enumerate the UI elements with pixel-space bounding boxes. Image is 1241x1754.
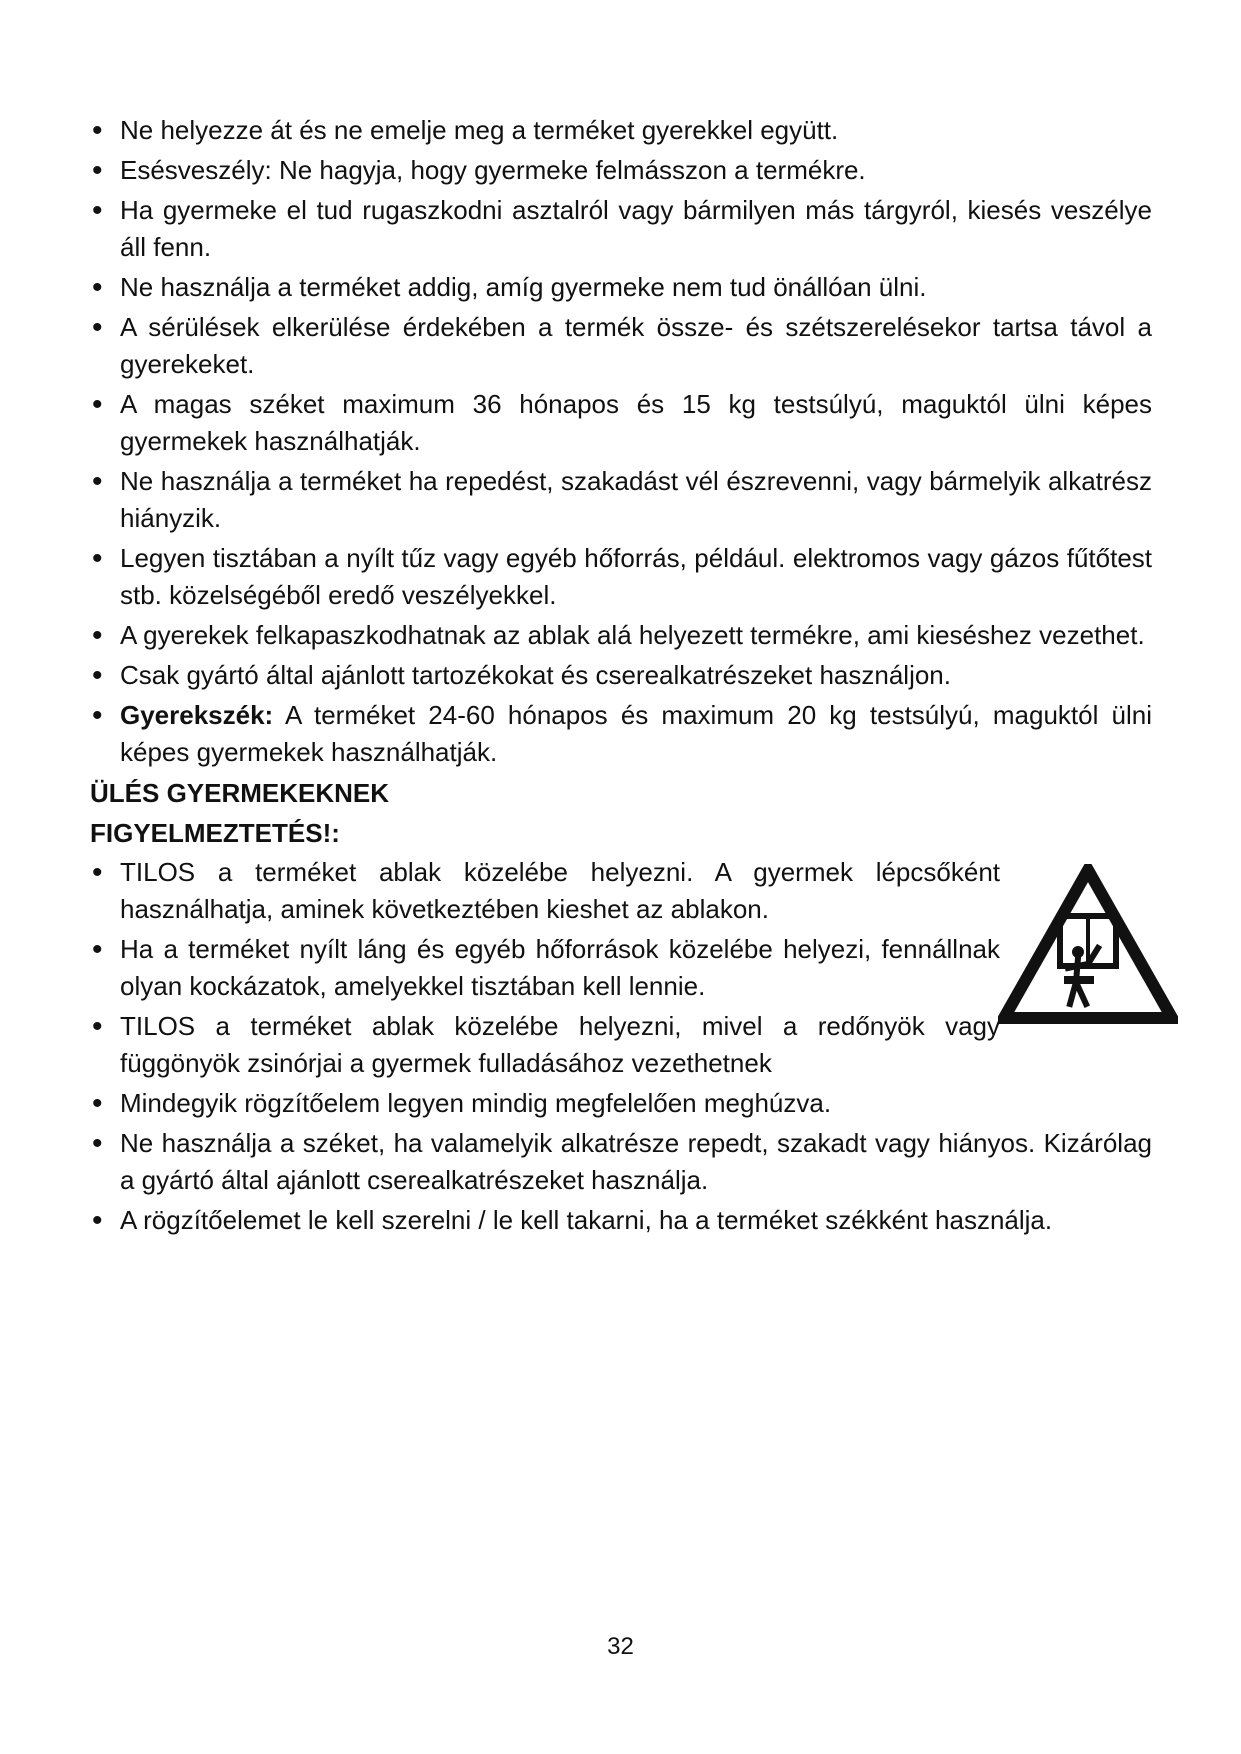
seat-warning-block xyxy=(90,854,1152,1239)
seat-warning-list xyxy=(90,854,1152,1239)
list-item: • Ha a terméket nyílt láng és egyéb hőforrások közelébe helyezi, fennállnak olyan kockázatok, amelyekkel tisztában kell lennie. xyxy=(90,931,1000,1005)
list-item: • Csak gyártó által ajánlott tartozékokat és cserealkatrészeket használjon. xyxy=(90,657,1152,694)
list-item: • Ne helyezze át és ne emelje meg a terméket gyerekkel együtt. xyxy=(90,112,1152,149)
list-item: • Ne használja a széket, ha valamelyik alkatrésze repedt, szakadt vagy hiányos. Kizárólag a gyártó által ajánlott cserealkatrészeket használja. xyxy=(90,1125,1152,1199)
list-item: • Mindegyik rögzítőelem legyen mindig megfelelően meghúzva. xyxy=(90,1085,1152,1122)
list-item: • Esésveszély: Ne hagyja, hogy gyermeke felmásszon a termékre. xyxy=(90,152,1152,189)
window-fall-warning-icon xyxy=(998,864,1178,1028)
child-seat-label: Gyerekszék: xyxy=(120,700,274,730)
page-number: 32 xyxy=(607,1633,634,1660)
section-heading: ÜLÉS GYERMEKEKNEK xyxy=(90,778,390,808)
list-item: • Ne használja a terméket addig, amíg gyermeke nem tud önállóan ülni. xyxy=(90,269,1152,306)
list-item: • Ha gyermeke el tud rugaszkodni asztalról vagy bármilyen más tárgyról, kiesés veszélye áll fenn. xyxy=(90,192,1152,266)
page-content xyxy=(90,112,1152,1242)
general-warning-list xyxy=(90,112,1152,771)
list-item: • A magas széket maximum 36 hónapos és 15 kg testsúlyú, maguktól ülni képes gyermekek használhatják. xyxy=(90,386,1152,460)
list-item: • Ne használja a terméket ha repedést, szakadást vél észrevenni, vagy bármelyik alkatrész hiányzik. xyxy=(90,463,1152,537)
child-seat-list-item xyxy=(90,697,1152,771)
list-item: • Legyen tisztában a nyílt tűz vagy egyéb hőforrás, például. elektromos vagy gázos fűtőtest stb. közelségéből eredő veszélyekkel. xyxy=(90,540,1152,614)
warning-heading: FIGYELMEZTETÉS!: xyxy=(90,818,340,848)
list-item: • TILOS a terméket ablak közelébe helyezni. A gyermek lépcsőként használhatja, aminek következtében kieshet az ablakon. xyxy=(90,854,1000,928)
list-item: • TILOS a terméket ablak közelébe helyezni, mivel a redőnyök vagy függönyök zsinórjai a gyermek fulladásához vezethetnek xyxy=(90,1008,1000,1082)
list-item: • A sérülések elkerülése érdekében a termék össze- és szétszerelésekor tartsa távol a gyerekeket. xyxy=(90,309,1152,383)
list-item: • A gyerekek felkapaszkodhatnak az ablak alá helyezett termékre, ami kieséshez vezethet. xyxy=(90,617,1152,654)
child-seat-text: A terméket 24-60 hónapos és maximum 20 kg testsúlyú, maguktól ülni képes gyermekek használhatják. xyxy=(120,700,1152,767)
list-item: • A rögzítőelemet le kell szerelni / le kell takarni, ha a terméket székként használja. xyxy=(90,1202,1152,1239)
